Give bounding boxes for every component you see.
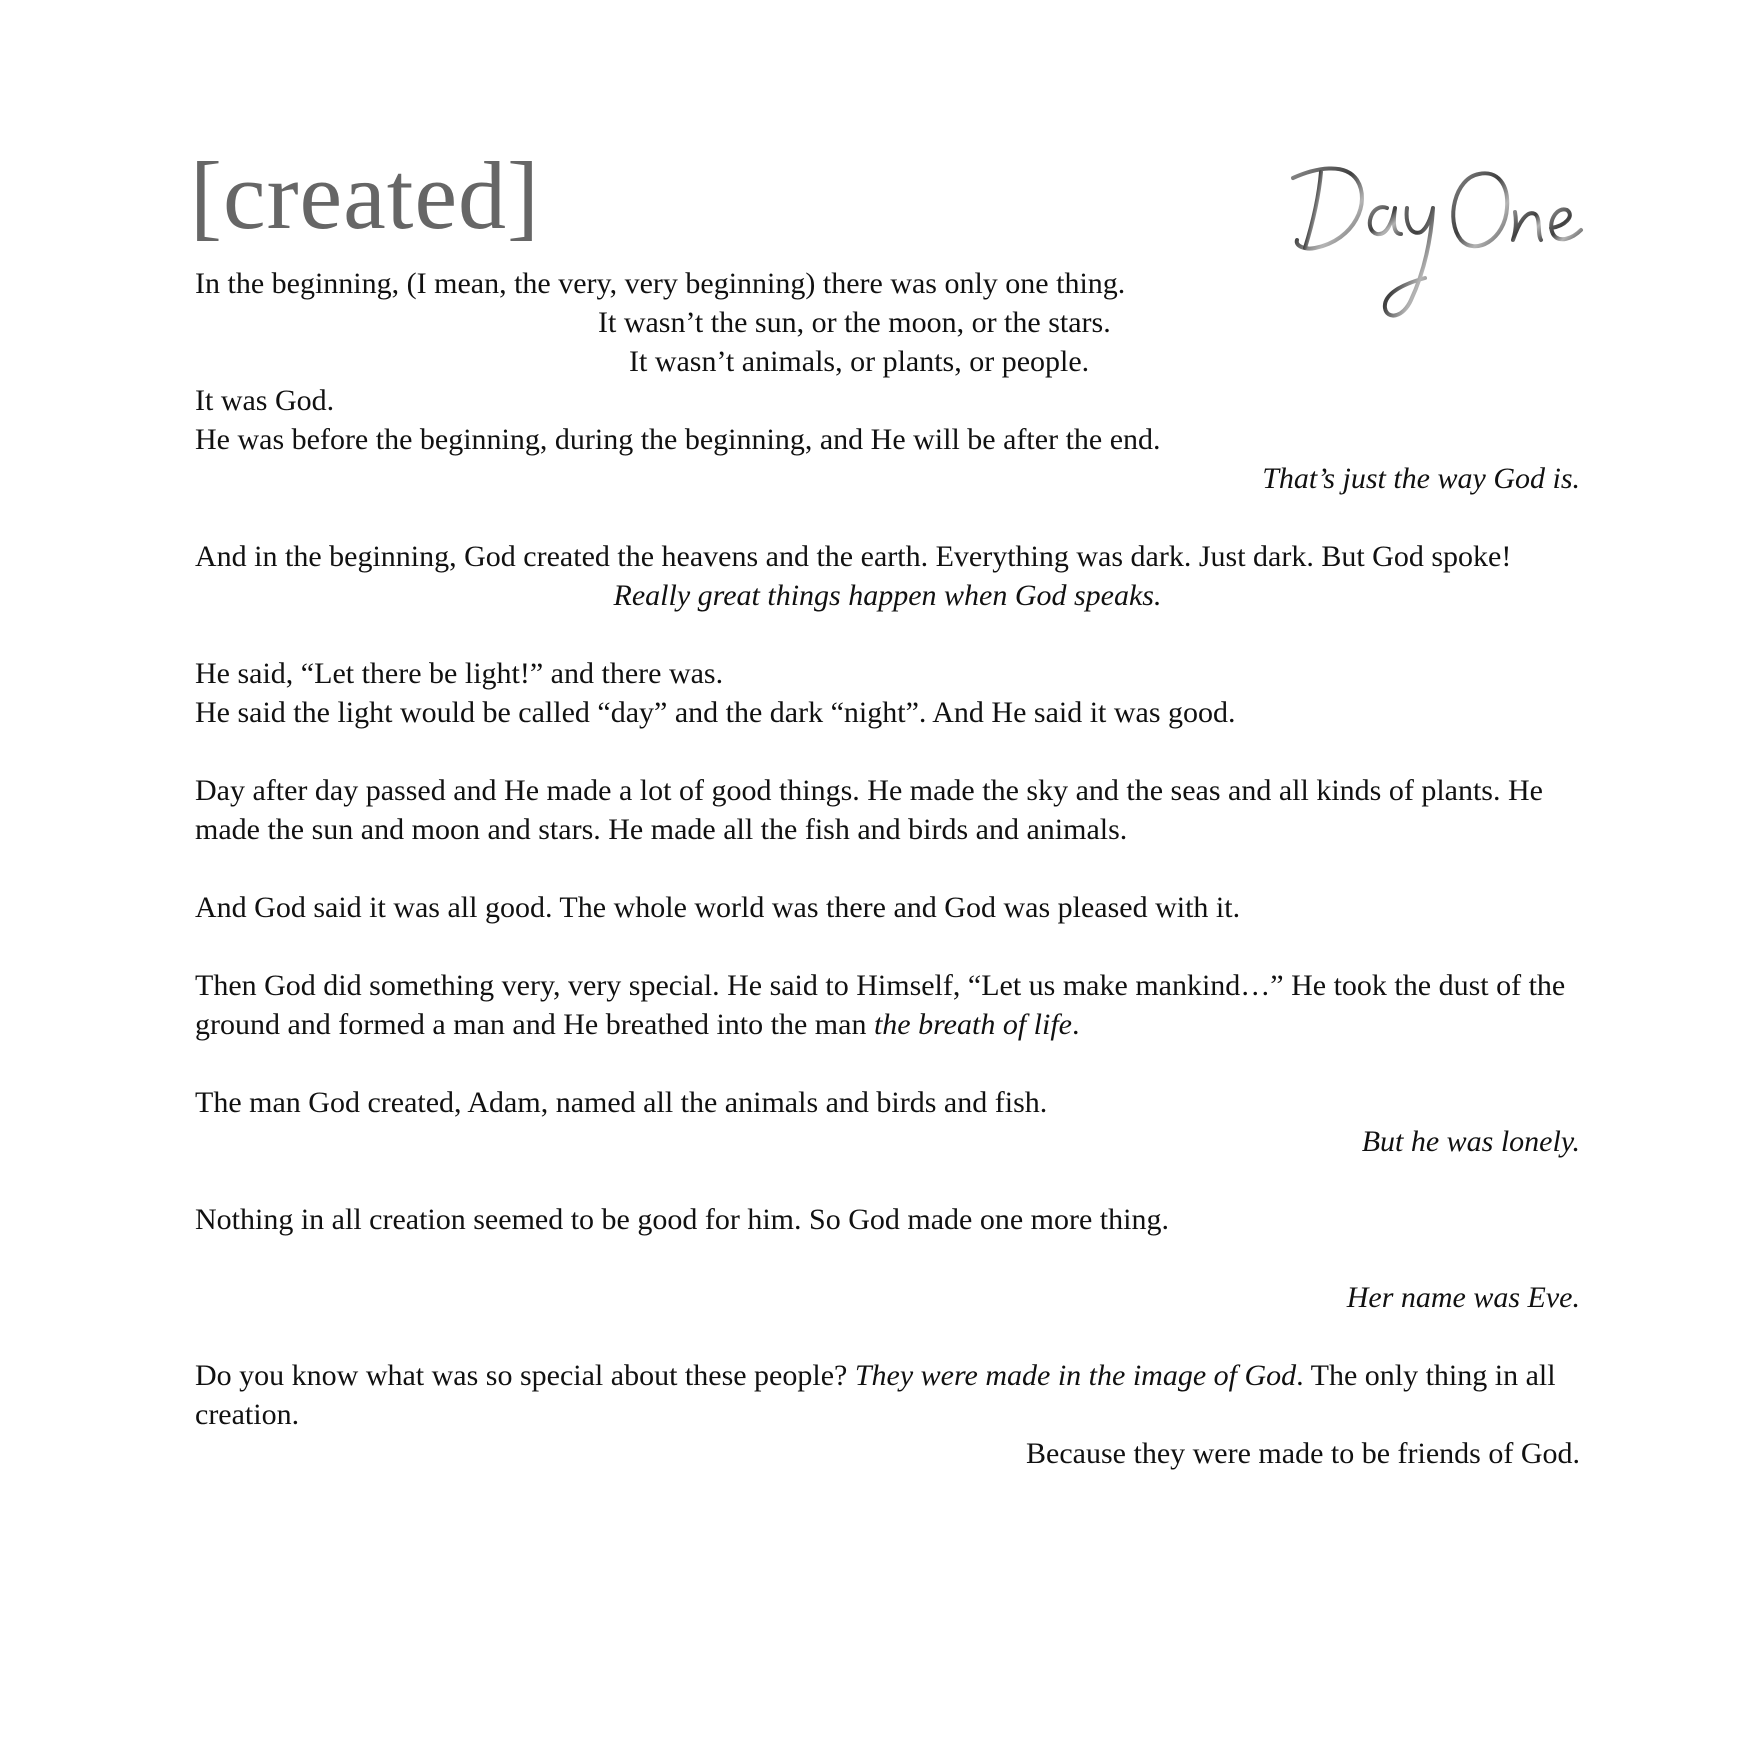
paragraph-line: Nothing in all creation seemed to be good for him. So God made one more thing. — [195, 1203, 1169, 1236]
spacer — [195, 732, 1580, 771]
paragraph-line — [195, 1356, 1580, 1434]
closing-line: Because they were made to be friends of God. — [1026, 1437, 1580, 1470]
paragraph-line: It wasn’t animals, or plants, or people. — [629, 345, 1090, 378]
paragraph-line: In the beginning, (I mean, the very, very beginning) there was only one thing. — [195, 267, 1126, 300]
spacer — [195, 927, 1580, 966]
emphasis-text: the breath of life — [873, 1008, 1072, 1041]
paragraph-line — [195, 966, 1580, 1044]
paragraph-text: Then God did something very, very special. He said to Himself, “Let us make mankind…” He took the dust of the ground and formed a man and He breathed into the man — [195, 969, 1566, 1041]
paragraph-line: And God said it was all good. The whole world was there and God was pleased with it. — [195, 891, 1241, 924]
spacer — [195, 1317, 1580, 1356]
paragraph-line: Day after day passed and He made a lot of good things. He made the sky and the seas and all kinds of plants. He made the sun and moon and stars. He made all the fish and birds and animals. — [195, 774, 1543, 846]
emphasis-line: But he was lonely. — [1361, 1125, 1580, 1158]
emphasis-line: That’s just the way God is. — [1262, 462, 1580, 495]
paragraph-line: It wasn’t the sun, or the moon, or the stars. — [598, 306, 1111, 339]
emphasis-line: Really great things happen when God speaks. — [613, 579, 1162, 612]
spacer — [195, 1239, 1580, 1278]
emphasis-text: They were made in the image of God — [854, 1359, 1297, 1392]
spacer — [195, 1161, 1580, 1200]
paragraph-line: The man God created, Adam, named all the animals and birds and fish. — [195, 1086, 1048, 1119]
paragraph-line: He said the light would be called “day” and the dark “night”. And He said it was good. — [195, 696, 1236, 729]
paragraph-text: . — [1071, 1008, 1080, 1041]
page-title: [created] — [190, 142, 541, 249]
spacer — [195, 1044, 1580, 1083]
emphasis-line: Her name was Eve. — [1346, 1281, 1580, 1314]
spacer — [195, 849, 1580, 888]
paragraph-line: It was God. — [195, 384, 335, 417]
paragraph-text: Do you know what was so special about these people? — [195, 1359, 855, 1392]
paragraph-line: And in the beginning, God created the heavens and the earth. Everything was dark. Just dark. But God spoke! — [195, 540, 1512, 573]
story-text — [195, 264, 1580, 1473]
paragraph-line: He was before the beginning, during the beginning, and He will be after the end. — [195, 423, 1161, 456]
paragraph-text: . The only thing in all creation. — [195, 1359, 1556, 1431]
paragraph-line: He said, “Let there be light!” and there was. — [195, 657, 724, 690]
spacer — [195, 498, 1580, 537]
spacer — [195, 615, 1580, 654]
